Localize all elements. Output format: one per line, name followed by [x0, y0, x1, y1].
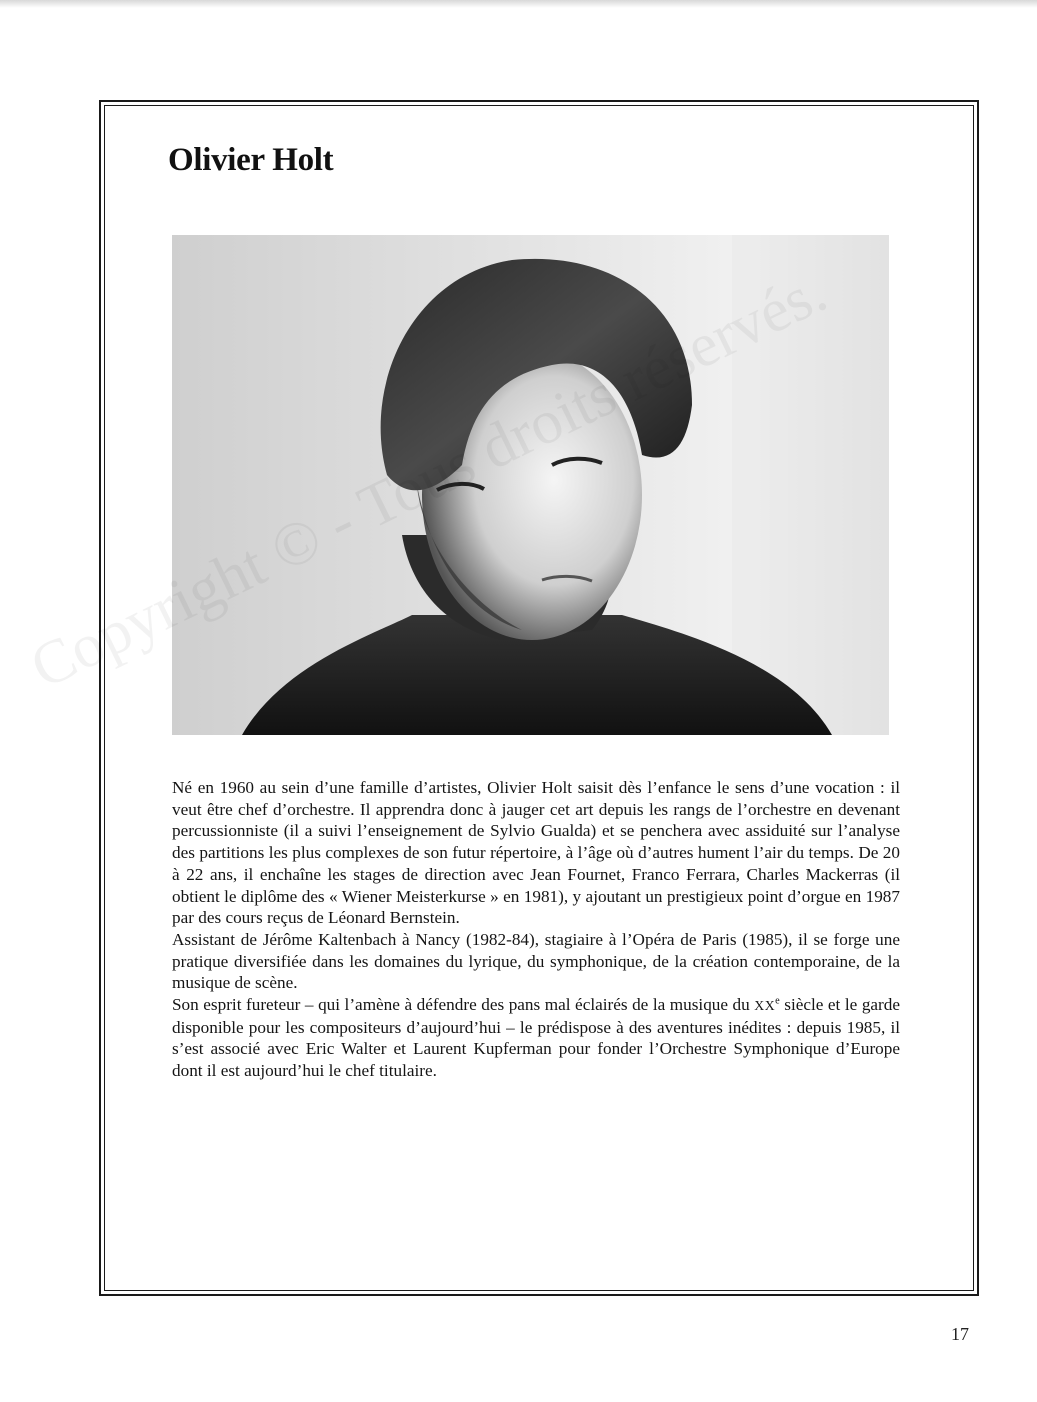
page-title: Olivier Holt — [168, 142, 334, 178]
biography-paragraph — [172, 994, 900, 1082]
biography-text — [172, 777, 900, 1082]
paragraph-text: Son esprit fureteur – qui l’amène à défendre des pans mal éclairés de la musique du — [172, 995, 755, 1015]
paragraph-text: siècle et le garde disponible pour les compositeurs d’aujourd’hui – le prédispose à des aventures inédites : depuis 1985, il s’est associé avec Eric Walter et Laurent Kupferman pour fonder l’Orchestre Symphonique d’Europe dont il est aujourd’hui le chef titulaire. — [172, 995, 900, 1081]
biography-paragraph: Né en 1960 au sein d’une famille d’artistes, Olivier Holt saisit dès l’enfance le sens d’une vocation : il veut être chef d’orchestre. Il apprendra donc à jauger cet art depuis les rangs de l’orchestre en devenant percussionniste (il a suivi l’enseignement de Sylvio Gualda) et se penchera avec assiduité sur l’analyse des partitions les plus complexes de son futur répertoire, à l’âge où d’autres hument l’air du temps. De 20 à 22 ans, il enchaîne les stages de direction avec Jean Fournet, Franco Ferrara, Charles Mackerras (il obtient le diplôme des « Wiener Meisterkurse » en 1981), y ajoutant un prestigieux point d’orgue en 1987 par des cours reçus de Léonard Bernstein. — [172, 778, 900, 928]
copyright-watermark: Copyright — [20, 530, 277, 703]
portrait-photo — [172, 235, 889, 735]
biography-paragraph: Assistant de Jérôme Kaltenbach à Nancy (1982-84), stagiaire à l’Opéra de Paris (1985), il se forge une pratique diversifiée dans les domaines du lyrique, du symphonique, de la création contemporaine, de la musique de scène. — [172, 929, 900, 993]
page-edge — [0, 0, 1037, 8]
century-numeral: XX — [754, 998, 776, 1014]
page-number: 17 — [951, 1324, 969, 1344]
century-suffix: e — [775, 995, 780, 1007]
portrait-photo-image — [172, 235, 889, 735]
